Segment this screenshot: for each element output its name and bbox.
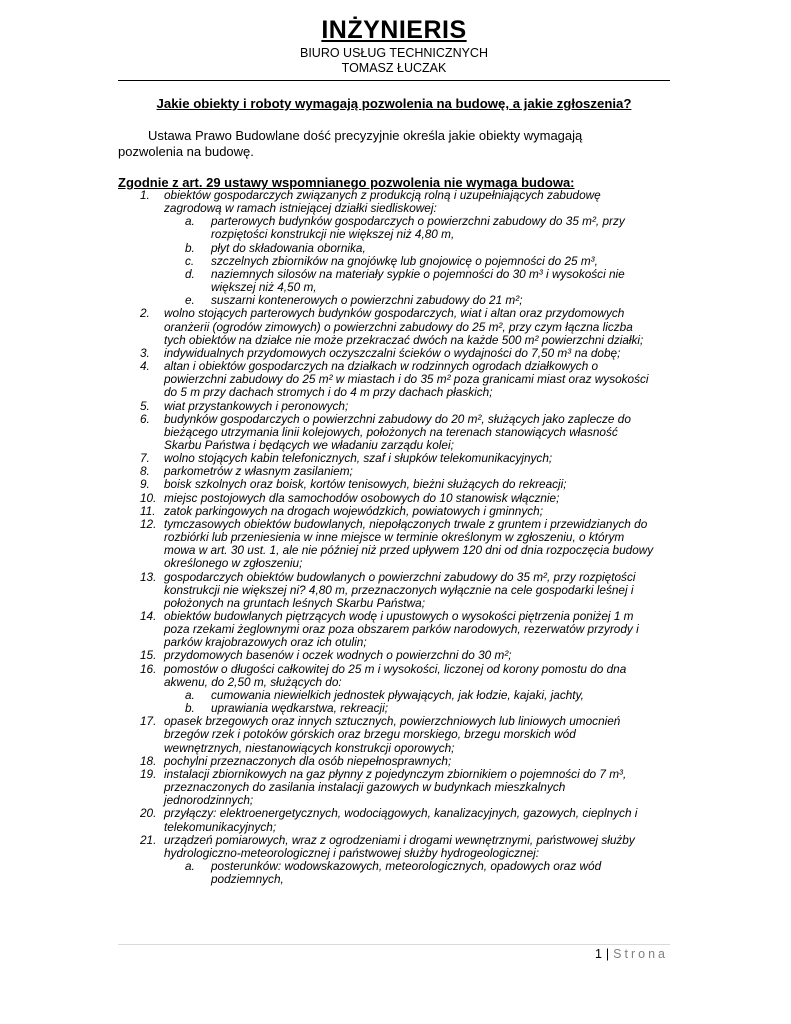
list-item	[118, 518, 678, 571]
item-number: 4.	[140, 359, 150, 374]
item-text-line: położonych na gruntach leśnych Skarbu Państwa;	[164, 595, 426, 610]
item-text-line: brzegów rzek i potoków górskich oraz brzegu morskiego, brzegu morskich wód	[164, 727, 576, 742]
item-number: 14.	[140, 609, 157, 623]
item-number: 18.	[140, 753, 157, 768]
item-text-line: większej niż 4,50 m,	[211, 280, 317, 295]
item-text-line: indywidualnych przydomowych oczyszczalni ścieków o wydajności do 7,50 m³ na dobę;	[164, 345, 621, 360]
intro-line: Ustawa Prawo Budowlane dość precyzyjnie określa jakie obiekty wymagają	[148, 128, 583, 143]
page-label: Strona	[613, 947, 668, 961]
company-subtitle: BIURO USŁUG TECHNICZNYCH	[300, 46, 488, 60]
item-text-line: budynków gospodarczych o powierzchni zabudowy do 20 m², służących jako zaplecze do	[164, 411, 631, 426]
list-item	[118, 768, 678, 807]
list-item	[118, 189, 678, 215]
item-number: a.	[185, 214, 195, 229]
list-item	[118, 571, 678, 610]
item-text-line: przydomowych basenów i oczek wodnych o powierzchni do 30 m²;	[164, 648, 512, 663]
item-number: 16.	[140, 661, 157, 676]
list-item	[118, 755, 678, 768]
item-text-line: powierzchni zabudowy do 25 m² w miastach i do 35 m² poza granicami miast oraz wysokości	[164, 372, 649, 387]
item-text-line: parkometrów z własnym zasilaniem;	[164, 464, 353, 479]
list-item	[118, 400, 678, 413]
item-text-line: zatok parkingowych na drogach wojewódzkich, powiatowych i gminnych;	[164, 503, 544, 518]
item-number: c.	[185, 253, 195, 268]
item-number: a.	[185, 687, 195, 702]
item-number: 8.	[140, 464, 150, 479]
list-item	[118, 834, 678, 860]
company-owner: TOMASZ ŁUCZAK	[341, 61, 447, 75]
list-item	[118, 610, 678, 649]
list-subitem	[118, 860, 678, 886]
item-number: 5.	[140, 398, 150, 413]
list-item	[118, 663, 678, 689]
list-item	[118, 478, 678, 491]
item-number: b.	[185, 701, 195, 716]
page-number: 1	[594, 947, 602, 961]
letterhead	[118, 14, 670, 76]
footer-separator: |	[605, 947, 610, 961]
item-text-line: podziemnych,	[211, 872, 284, 887]
item-number: d.	[185, 266, 195, 281]
footer-divider	[118, 944, 670, 945]
item-text-line: hydrologiczno-meteorologicznej i państwowej służby hydrogeologicznej:	[164, 845, 540, 860]
item-text-line: wolno stojących parterowych budynków gospodarczych, wiat i altan oraz przydomowych	[164, 306, 625, 321]
item-number: 20.	[140, 806, 157, 821]
header-divider	[118, 80, 670, 81]
list-item	[118, 649, 678, 662]
item-text-line: pomostów o długości całkowitej do 25 m i wysokości, liczonej od korony pomostu do dna	[164, 661, 627, 676]
item-text-line: bieżącego utrzymania linii kolejowych, położonych na terenach stanowiących własność	[164, 424, 618, 439]
item-number: 19.	[140, 766, 157, 781]
list-item	[118, 360, 678, 399]
item-number: 10.	[140, 490, 157, 505]
item-text-line: tymczasowych obiektów budowlanych, niepołączonych trwale z gruntem i przewidzianych do	[164, 516, 648, 531]
item-text-line: rozbiórki lub przeniesienia w inne miejsce w terminie określonym w zgłoszeniu, o którym	[164, 530, 625, 545]
list-subitem	[118, 689, 678, 702]
item-number: 17.	[140, 714, 157, 729]
company-brand: INŻYNIERIS	[321, 16, 467, 44]
list-subitem	[118, 268, 678, 294]
section-heading: Zgodnie z art. 29 ustawy wspomnianego pozwolenia nie wymaga budowa:	[118, 175, 575, 190]
item-text-line: przeznaczonych do zasilania instalacji gazowych w budynkach mieszkalnych	[164, 780, 566, 795]
item-text-line: altan i obiektów gospodarczych na działkach w rodzinnych ogrodach działkowych o	[164, 359, 599, 374]
list-item	[118, 715, 678, 754]
item-number: 13.	[140, 569, 157, 584]
item-text-line: naziemnych silosów na materiały sypkie o pojemności do 30 m³ i wysokości nie	[211, 266, 625, 281]
item-text-line: obiektów gospodarczych związanych z produkcją rolną i uzupełniających zabudowę	[164, 188, 601, 202]
item-text-line: płyt do składowania obornika,	[211, 240, 366, 255]
item-text-line: cumowania niewielkich jednostek pływających, jak łodzie, kajaki, jachty,	[211, 687, 584, 702]
item-text-line: zagrodową w ramach istniejącej działki siedliskowej:	[164, 201, 437, 216]
item-text-line: tych obiektów na działce nie może przekraczać dwóch na każde 500 m² powierzchni działki;	[164, 332, 644, 347]
item-text-line: poza rzekami żeglownymi oraz poza obszarem parków narodowych, rezerwatów przyrody i	[164, 622, 639, 637]
item-text-line: suszarni kontenerowych o powierzchni zabudowy do 21 m²;	[211, 293, 523, 308]
item-text-line: do 5 m przy dachach stromych i do 4 m przy dachach płaskich;	[164, 385, 493, 400]
item-text-line: określonego w zgłoszeniu;	[164, 556, 303, 571]
item-text-line: pochylni przeznaczonych dla osób niepełnosprawnych;	[164, 753, 452, 768]
list-item	[118, 505, 678, 518]
item-text-line: wolno stojących kabin telefonicznych, szaf i słupków telekomunikacyjnych;	[164, 451, 553, 466]
item-text-line: akwenu, do 2,50 m, służących do:	[164, 674, 342, 689]
item-text-line: obiektów budowlanych piętrzących wodę i upustowych o wysokości piętrzenia poniżej 1 m	[164, 609, 634, 623]
item-text-line: instalacji zbiornikowych na gaz płynny z pojedynczym zbiornikiem o pojemności do 7 m³,	[164, 766, 627, 781]
intro-line: pozwolenia na budowę.	[118, 144, 254, 159]
document-title: Jakie obiekty i roboty wymagają pozwolenia na budowę, a jakie zgłoszenia?	[156, 96, 632, 111]
item-text-line: szczelnych zbiorników na gnojówkę lub gnojowicę o pojemności do 25 m³,	[211, 253, 598, 268]
item-number: 12.	[140, 516, 157, 531]
item-text-line: parterowych budynków gospodarczych o powierzchni zabudowy do 35 m², przy	[211, 214, 625, 229]
item-text-line: wewnętrznych, niestanowiących konstrukcji oporowych;	[164, 740, 455, 755]
item-text-line: telekomunikacyjnych;	[164, 819, 277, 834]
item-number: 3.	[140, 345, 150, 360]
item-number: 21.	[140, 832, 157, 847]
item-text-line: wiat przystankowych i peronowych;	[164, 398, 349, 413]
item-text-line: urządzeń pomiarowych, wraz z ogrodzeniami i drogami wewnętrznymi, państwowej służby	[164, 832, 635, 847]
list-item	[118, 807, 678, 833]
item-text-line: boisk szkolnych oraz boisk, kortów tenisowych, bieżni służących do rekreacji;	[164, 477, 567, 492]
item-number: 7.	[140, 451, 150, 466]
item-number: 11.	[140, 503, 156, 518]
item-number: 6.	[140, 411, 150, 426]
list-subitem	[118, 215, 678, 241]
item-number: 15.	[140, 648, 157, 663]
item-text-line: rozpiętości konstrukcji nie większej niż 4,80 m,	[211, 227, 455, 242]
item-text-line: miejsc postojowych dla samochodów osobowych do 10 stanowisk włącznie;	[164, 490, 560, 505]
item-number: 1.	[140, 188, 150, 202]
item-number: a.	[185, 858, 195, 873]
exemption-list	[118, 189, 678, 886]
list-item	[118, 413, 678, 452]
item-text-line: mowa w art. 30 ust. 1, ale nie później niż przed upływem 120 dni od dnia rozpoczęcia budowy	[164, 543, 654, 558]
list-item	[118, 492, 678, 505]
item-text-line: Skarbu Państwa i będących we władaniu zarządu kolei;	[164, 437, 454, 452]
list-subitem	[118, 242, 678, 255]
item-text-line: gospodarczych obiektów budowlanych o powierzchni zabudowy do 35 m², przy rozpiętości	[164, 569, 636, 584]
item-number: e.	[185, 293, 195, 308]
page-footer	[595, 946, 668, 962]
list-item	[118, 307, 678, 346]
item-number: 9.	[140, 477, 150, 492]
item-text-line: parków krajobrazowych oraz ich otulin;	[164, 635, 367, 650]
item-text-line: posterunków: wodowskazowych, meteorologicznych, opadowych oraz wód	[211, 858, 602, 873]
list-subitem	[118, 255, 678, 268]
item-text-line: jednorodzinnych;	[164, 793, 254, 808]
item-text-line: przyłączy: elektroenergetycznych, wodociągowych, kanalizacyjnych, gazowych, cieplnych i	[164, 806, 638, 821]
item-text-line: konstrukcji nie większej ni? 4,80 m, przeznaczonych wyłącznie na cele gospodarki leśnej i	[164, 582, 634, 597]
item-number: 2.	[140, 306, 150, 321]
intro-paragraph	[118, 128, 670, 160]
item-text-line: oranżerii (ogrodów zimowych) o powierzchni zabudowy do 25 m², przy czym łączna liczba	[164, 319, 633, 334]
item-text-line: uprawiania wędkarstwa, rekreacji;	[211, 701, 389, 716]
item-text-line: opasek brzegowych oraz innych sztucznych, powierzchniowych lub liniowych umocnień	[164, 714, 621, 729]
item-number: b.	[185, 240, 195, 255]
